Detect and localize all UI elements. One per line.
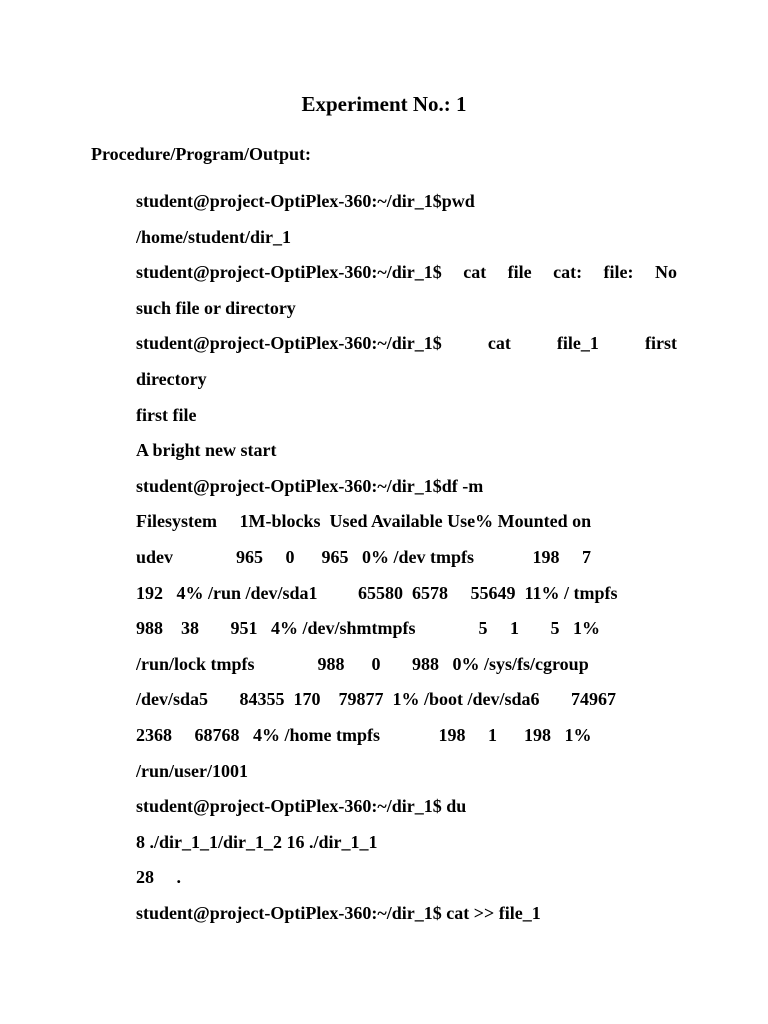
output-line: 988 38 951 4% /dev/shmtmpfs 5 1 5 1%	[136, 618, 601, 639]
output-line: /run/user/1001	[136, 760, 249, 781]
output-line: first file	[136, 404, 197, 425]
page-title: Experiment No.: 1	[301, 92, 467, 116]
terminal-output	[136, 190, 677, 937]
output-line: /run/lock tmpfs 988 0 988 0% /sys/fs/cgroup	[136, 653, 589, 674]
output-line: Filesystem 1M-blocks Used Available Use% Mounted on	[136, 511, 592, 532]
output-line: directory	[136, 368, 207, 389]
output-line: student@project-OptiPlex-360:~/dir_1$ cat file_1 first	[136, 333, 677, 354]
output-line: /home/student/dir_1	[136, 226, 292, 247]
output-line: student@project-OptiPlex-360:~/dir_1$df -m	[136, 475, 484, 496]
output-line: student@project-OptiPlex-360:~/dir_1$ du	[136, 796, 467, 817]
output-line: /dev/sda5 84355 170 79877 1% /boot /dev/sda6 74967	[136, 689, 617, 710]
output-line: 8 ./dir_1_1/dir_1_2 16 ./dir_1_1	[136, 831, 378, 852]
output-line: student@project-OptiPlex-360:~/dir_1$ cat file cat: file: No	[136, 262, 677, 283]
output-line: 2368 68768 4% /home tmpfs 198 1 198 1%	[136, 724, 592, 745]
output-line: student@project-OptiPlex-360:~/dir_1$pwd	[136, 191, 475, 211]
output-line: student@project-OptiPlex-360:~/dir_1$ cat >> file_1	[136, 902, 541, 923]
section-heading: Procedure/Program/Output:	[91, 144, 311, 164]
output-line: 28 .	[136, 867, 181, 888]
output-line: udev 965 0 965 0% /dev tmpfs 198 7	[136, 546, 592, 567]
output-line: such file or directory	[136, 297, 296, 318]
output-line: 192 4% /run /dev/sda1 65580 6578 55649 11% / tmpfs	[136, 582, 618, 603]
output-line: A bright new start	[136, 440, 277, 461]
